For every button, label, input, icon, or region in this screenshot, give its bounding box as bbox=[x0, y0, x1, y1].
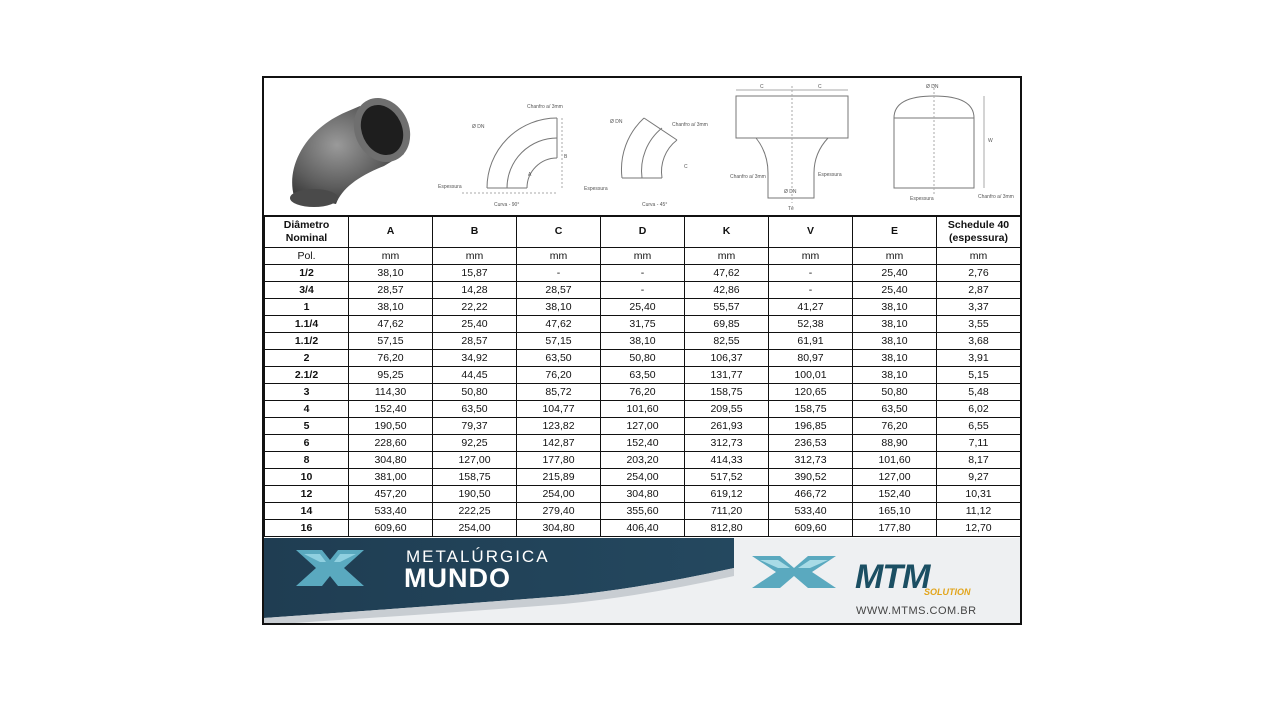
dimension-cell: 38,10 bbox=[853, 333, 937, 350]
svg-text:Curva - 45°: Curva - 45° bbox=[642, 202, 668, 208]
table-row bbox=[265, 469, 1021, 486]
dimension-cell: 22,22 bbox=[433, 299, 517, 316]
svg-text:Espessura: Espessura bbox=[584, 186, 608, 192]
dimension-cell: 57,15 bbox=[349, 333, 433, 350]
header-e: E bbox=[853, 216, 937, 248]
table-row bbox=[265, 265, 1021, 282]
dimension-cell: 38,10 bbox=[517, 299, 601, 316]
table-row bbox=[265, 418, 1021, 435]
dimension-cell: 38,10 bbox=[853, 367, 937, 384]
dimension-cell: 76,20 bbox=[349, 350, 433, 367]
dimension-cell: 209,55 bbox=[685, 401, 769, 418]
dimension-cell: 57,15 bbox=[517, 333, 601, 350]
svg-text:C: C bbox=[760, 84, 764, 90]
dimension-cell: 152,40 bbox=[853, 486, 937, 503]
units-row bbox=[265, 248, 1021, 265]
dimension-cell: 228,60 bbox=[349, 435, 433, 452]
nominal-diameter-cell: 4 bbox=[265, 401, 349, 418]
svg-text:A: A bbox=[528, 172, 532, 178]
header-b: B bbox=[433, 216, 517, 248]
dimension-cell: 63,50 bbox=[853, 401, 937, 418]
dimension-cell: 52,38 bbox=[769, 316, 853, 333]
dimension-cell: 127,00 bbox=[433, 452, 517, 469]
elbow-photo bbox=[264, 78, 432, 215]
dimension-cell: 82,55 bbox=[685, 333, 769, 350]
svg-text:Ø DN: Ø DN bbox=[472, 124, 485, 130]
mtm-emblem-icon bbox=[750, 554, 838, 590]
svg-text:Ø DN: Ø DN bbox=[926, 84, 939, 90]
svg-text:Chanfro a/ 3mm: Chanfro a/ 3mm bbox=[672, 122, 708, 128]
dimension-cell: 101,60 bbox=[601, 401, 685, 418]
table-row bbox=[265, 299, 1021, 316]
mtm-logo: MTM bbox=[855, 558, 930, 596]
svg-text:Ø DN: Ø DN bbox=[784, 189, 797, 195]
dimension-cell: 38,10 bbox=[853, 350, 937, 367]
svg-text:Tê: Tê bbox=[788, 206, 794, 212]
nominal-diameter-cell: 1.1/4 bbox=[265, 316, 349, 333]
spec-sheet bbox=[262, 76, 1022, 625]
dimension-cell: 63,50 bbox=[601, 367, 685, 384]
header-d: D bbox=[601, 216, 685, 248]
unit-cell: mm bbox=[685, 248, 769, 265]
table-row bbox=[265, 316, 1021, 333]
tee-drawing bbox=[726, 78, 861, 215]
header-nominal-diameter: Diâmetro Nominal bbox=[265, 216, 349, 248]
dimension-cell: 312,73 bbox=[685, 435, 769, 452]
table-row bbox=[265, 503, 1021, 520]
dimension-cell: - bbox=[601, 265, 685, 282]
dimension-cell: 127,00 bbox=[853, 469, 937, 486]
dimension-cell: 9,27 bbox=[937, 469, 1021, 486]
dimension-cell: - bbox=[769, 282, 853, 299]
unit-cell: mm bbox=[517, 248, 601, 265]
dimension-cell: 10,31 bbox=[937, 486, 1021, 503]
dimension-cell: 55,57 bbox=[685, 299, 769, 316]
dimension-cell: 14,28 bbox=[433, 282, 517, 299]
dimension-cell: 279,40 bbox=[517, 503, 601, 520]
branding-banner bbox=[264, 538, 1020, 625]
dimension-cell: - bbox=[517, 265, 601, 282]
dimension-cell: 7,11 bbox=[937, 435, 1021, 452]
dimension-cell: 25,40 bbox=[433, 316, 517, 333]
svg-text:Espessura: Espessura bbox=[910, 196, 934, 202]
nominal-diameter-cell: 14 bbox=[265, 503, 349, 520]
dimension-cell: 142,87 bbox=[517, 435, 601, 452]
nominal-diameter-cell: 12 bbox=[265, 486, 349, 503]
dimension-cell: 101,60 bbox=[853, 452, 937, 469]
nominal-diameter-cell: 10 bbox=[265, 469, 349, 486]
dimension-cell: 254,00 bbox=[601, 469, 685, 486]
dimension-cell: 85,72 bbox=[517, 384, 601, 401]
dimension-cell: 127,00 bbox=[601, 418, 685, 435]
table-row bbox=[265, 350, 1021, 367]
svg-text:Curva - 90°: Curva - 90° bbox=[494, 202, 520, 208]
dimension-cell: 38,10 bbox=[349, 265, 433, 282]
dimension-cell: 5,15 bbox=[937, 367, 1021, 384]
dimension-cell: 79,37 bbox=[433, 418, 517, 435]
dimension-cell: 517,52 bbox=[685, 469, 769, 486]
dimension-cell: 312,73 bbox=[769, 452, 853, 469]
dimension-cell: 47,62 bbox=[685, 265, 769, 282]
dimension-cell: 11,12 bbox=[937, 503, 1021, 520]
svg-text:Espessura: Espessura bbox=[438, 184, 462, 190]
unit-cell: mm bbox=[349, 248, 433, 265]
dimension-cell: 3,55 bbox=[937, 316, 1021, 333]
dimension-cell: 177,80 bbox=[517, 452, 601, 469]
dimension-cell: 106,37 bbox=[685, 350, 769, 367]
dimension-cell: 711,20 bbox=[685, 503, 769, 520]
dimension-cell: 381,00 bbox=[349, 469, 433, 486]
dimensions-table bbox=[264, 215, 1021, 537]
dimension-cell: 196,85 bbox=[769, 418, 853, 435]
dimension-cell: 44,45 bbox=[433, 367, 517, 384]
dimension-cell: 76,20 bbox=[853, 418, 937, 435]
brand-name-line1: METALÚRGICA bbox=[406, 547, 550, 566]
nominal-diameter-cell: 3 bbox=[265, 384, 349, 401]
unit-cell: mm bbox=[769, 248, 853, 265]
dimension-cell: 34,92 bbox=[433, 350, 517, 367]
dimension-cell: 61,91 bbox=[769, 333, 853, 350]
dimension-cell: - bbox=[601, 282, 685, 299]
nominal-diameter-cell: 6 bbox=[265, 435, 349, 452]
dimension-cell: 114,30 bbox=[349, 384, 433, 401]
dimension-cell: 28,57 bbox=[349, 282, 433, 299]
dimension-cell: - bbox=[769, 265, 853, 282]
dimension-cell: 69,85 bbox=[685, 316, 769, 333]
dimension-cell: 100,01 bbox=[769, 367, 853, 384]
dimension-cell: 76,20 bbox=[517, 367, 601, 384]
dimension-cell: 609,60 bbox=[349, 520, 433, 537]
dimension-cell: 3,37 bbox=[937, 299, 1021, 316]
dimension-cell: 63,50 bbox=[517, 350, 601, 367]
dimension-cell: 158,75 bbox=[433, 469, 517, 486]
table-row bbox=[265, 401, 1021, 418]
svg-text:Espessura: Espessura bbox=[818, 172, 842, 178]
dimension-cell: 152,40 bbox=[601, 435, 685, 452]
dimension-cell: 25,40 bbox=[853, 282, 937, 299]
table-header-row bbox=[265, 216, 1021, 248]
header-c: C bbox=[517, 216, 601, 248]
dimension-cell: 88,90 bbox=[853, 435, 937, 452]
dimension-cell: 8,17 bbox=[937, 452, 1021, 469]
table-row bbox=[265, 520, 1021, 537]
dimension-cell: 120,65 bbox=[769, 384, 853, 401]
dimension-cell: 3,68 bbox=[937, 333, 1021, 350]
table-row bbox=[265, 486, 1021, 503]
dimension-cell: 25,40 bbox=[853, 265, 937, 282]
dimension-cell: 215,89 bbox=[517, 469, 601, 486]
dimension-cell: 203,20 bbox=[601, 452, 685, 469]
dimension-cell: 812,80 bbox=[685, 520, 769, 537]
dimension-cell: 12,70 bbox=[937, 520, 1021, 537]
dimension-cell: 3,91 bbox=[937, 350, 1021, 367]
mtm-solution-label: SOLUTION bbox=[924, 587, 971, 597]
cap-drawing bbox=[874, 78, 1020, 215]
dimension-cell: 41,27 bbox=[769, 299, 853, 316]
dimension-cell: 76,20 bbox=[601, 384, 685, 401]
dimension-cell: 50,80 bbox=[433, 384, 517, 401]
dimension-cell: 533,40 bbox=[769, 503, 853, 520]
nominal-diameter-cell: 8 bbox=[265, 452, 349, 469]
header-k: K bbox=[685, 216, 769, 248]
table-row bbox=[265, 367, 1021, 384]
header-schedule-40: Schedule 40 (espessura) bbox=[937, 216, 1021, 248]
dimension-cell: 304,80 bbox=[601, 486, 685, 503]
dimension-cell: 165,10 bbox=[853, 503, 937, 520]
dimension-cell: 158,75 bbox=[769, 401, 853, 418]
header-a: A bbox=[349, 216, 433, 248]
dimension-cell: 414,33 bbox=[685, 452, 769, 469]
svg-text:W: W bbox=[988, 138, 993, 144]
unit-cell: mm bbox=[433, 248, 517, 265]
elbow-90-drawing bbox=[432, 78, 572, 215]
dimension-cell: 31,75 bbox=[601, 316, 685, 333]
svg-text:Chanfro a/ 3mm: Chanfro a/ 3mm bbox=[730, 174, 766, 180]
dimension-cell: 95,25 bbox=[349, 367, 433, 384]
dimension-cell: 533,40 bbox=[349, 503, 433, 520]
dimension-cell: 457,20 bbox=[349, 486, 433, 503]
table-row bbox=[265, 282, 1021, 299]
svg-text:C: C bbox=[684, 164, 688, 170]
table-row bbox=[265, 452, 1021, 469]
nominal-diameter-cell: 1/2 bbox=[265, 265, 349, 282]
dimension-cell: 190,50 bbox=[433, 486, 517, 503]
dimension-cell: 390,52 bbox=[769, 469, 853, 486]
dimension-cell: 355,60 bbox=[601, 503, 685, 520]
dimension-cell: 152,40 bbox=[349, 401, 433, 418]
dimension-cell: 222,25 bbox=[433, 503, 517, 520]
nominal-diameter-cell: 2.1/2 bbox=[265, 367, 349, 384]
dimension-cell: 38,10 bbox=[349, 299, 433, 316]
dimension-cell: 2,76 bbox=[937, 265, 1021, 282]
dimension-cell: 304,80 bbox=[517, 520, 601, 537]
unit-cell: mm bbox=[937, 248, 1021, 265]
dimension-cell: 38,10 bbox=[601, 333, 685, 350]
nominal-diameter-cell: 1 bbox=[265, 299, 349, 316]
dimension-cell: 25,40 bbox=[601, 299, 685, 316]
dimension-cell: 254,00 bbox=[433, 520, 517, 537]
dimension-cell: 131,77 bbox=[685, 367, 769, 384]
dimension-cell: 406,40 bbox=[601, 520, 685, 537]
nominal-diameter-cell: 1.1/2 bbox=[265, 333, 349, 350]
svg-text:C: C bbox=[818, 84, 822, 90]
dimension-cell: 123,82 bbox=[517, 418, 601, 435]
dimension-cell: 47,62 bbox=[349, 316, 433, 333]
dimension-cell: 38,10 bbox=[853, 299, 937, 316]
dimension-cell: 92,25 bbox=[433, 435, 517, 452]
dimension-cell: 63,50 bbox=[433, 401, 517, 418]
dimension-cell: 304,80 bbox=[349, 452, 433, 469]
dimension-cell: 47,62 bbox=[517, 316, 601, 333]
dimension-cell: 236,53 bbox=[769, 435, 853, 452]
unit-cell: mm bbox=[853, 248, 937, 265]
dimension-cell: 6,02 bbox=[937, 401, 1021, 418]
dimension-cell: 261,93 bbox=[685, 418, 769, 435]
dimension-cell: 254,00 bbox=[517, 486, 601, 503]
dimension-cell: 466,72 bbox=[769, 486, 853, 503]
nominal-diameter-cell: 16 bbox=[265, 520, 349, 537]
dimension-cell: 158,75 bbox=[685, 384, 769, 401]
svg-text:B: B bbox=[564, 154, 568, 160]
dimension-cell: 38,10 bbox=[853, 316, 937, 333]
dimension-cell: 50,80 bbox=[601, 350, 685, 367]
nominal-diameter-cell: 5 bbox=[265, 418, 349, 435]
svg-text:Ø DN: Ø DN bbox=[610, 119, 623, 125]
website-link[interactable]: WWW.MTMS.COM.BR bbox=[856, 605, 977, 617]
dimension-cell: 190,50 bbox=[349, 418, 433, 435]
nominal-diameter-cell: 3/4 bbox=[265, 282, 349, 299]
dimension-cell: 177,80 bbox=[853, 520, 937, 537]
table-row bbox=[265, 435, 1021, 452]
table-row bbox=[265, 333, 1021, 350]
dimension-cell: 15,87 bbox=[433, 265, 517, 282]
unit-cell: mm bbox=[601, 248, 685, 265]
dimension-cell: 28,57 bbox=[517, 282, 601, 299]
unit-cell: Pol. bbox=[265, 248, 349, 265]
dimension-cell: 42,86 bbox=[685, 282, 769, 299]
nominal-diameter-cell: 2 bbox=[265, 350, 349, 367]
header-v: V bbox=[769, 216, 853, 248]
dimension-cell: 80,97 bbox=[769, 350, 853, 367]
brand-name-line2: MUNDO bbox=[404, 563, 511, 593]
dimension-cell: 609,60 bbox=[769, 520, 853, 537]
dimension-cell: 104,77 bbox=[517, 401, 601, 418]
dimension-cell: 2,87 bbox=[937, 282, 1021, 299]
dimension-cell: 6,55 bbox=[937, 418, 1021, 435]
elbow-45-drawing bbox=[572, 78, 712, 215]
technical-drawings-strip bbox=[264, 78, 1020, 217]
svg-text:Chanfro a/ 3mm: Chanfro a/ 3mm bbox=[978, 194, 1014, 200]
dimension-cell: 619,12 bbox=[685, 486, 769, 503]
dimension-cell: 28,57 bbox=[433, 333, 517, 350]
dimension-cell: 50,80 bbox=[853, 384, 937, 401]
dimension-cell: 5,48 bbox=[937, 384, 1021, 401]
svg-text:Chanfro a/ 3mm: Chanfro a/ 3mm bbox=[527, 104, 563, 110]
table-row bbox=[265, 384, 1021, 401]
